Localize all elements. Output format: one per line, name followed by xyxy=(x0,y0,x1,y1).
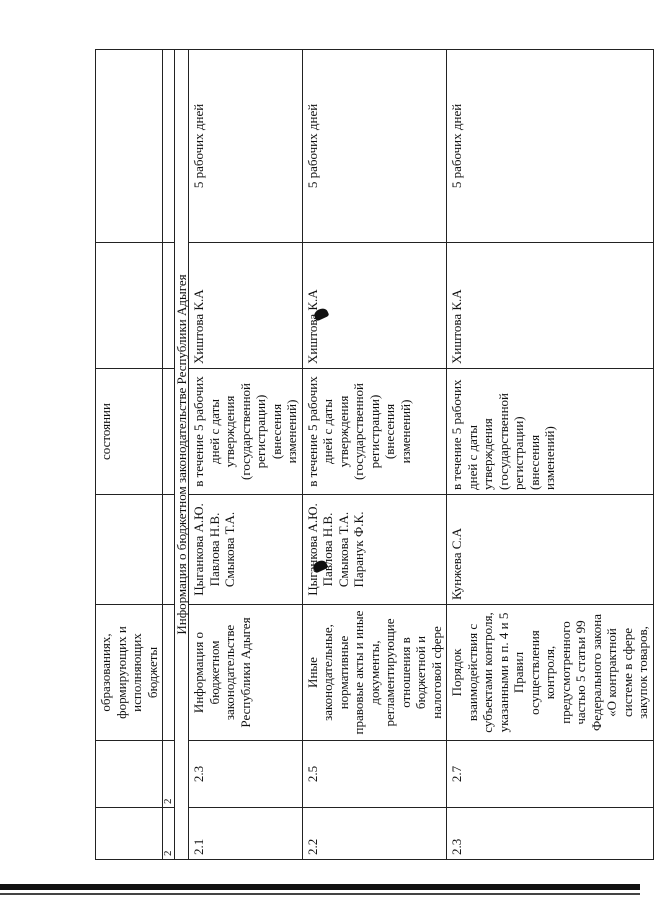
document-table xyxy=(95,49,654,860)
table-row xyxy=(189,50,303,860)
row-number: 2.3 xyxy=(447,808,654,860)
row-name: Иные законодательные, нормативные правовые акты и иные документы, регламентирующие отношения в бюджетной и налоговой сфере xyxy=(302,605,447,741)
column-number: 2 xyxy=(163,808,175,860)
section-title: Информация о бюджетном законодательстве Республики Адыгея xyxy=(175,50,189,860)
section-row xyxy=(175,50,189,860)
table-row xyxy=(302,50,447,860)
row-name: Порядок взаимодействия с субъектами контроля, указанными в п. 4 и 5 Правил осуществления контроля, предусмотренного частью 5 статьи 99 Федерального закона «О контрактной системе в сфере закупок товаров, xyxy=(447,605,654,741)
header-cell-period xyxy=(96,50,163,243)
table-row xyxy=(447,50,654,860)
header-cell-code xyxy=(96,741,163,808)
row-publisher: Хиштова К.А xyxy=(189,243,303,369)
row-responsible: Цыганкова А.Ю. Павлова Н.В. Смыкова Т.А. Паранук Ф.К. xyxy=(302,495,447,605)
row-code: 2.7 xyxy=(447,741,654,808)
header-cell-responsible xyxy=(96,495,163,605)
row-number: 2.2 xyxy=(302,808,447,860)
row-name: Информация о бюджетном законодательстве Республики Адыгея xyxy=(189,605,303,741)
header-cell-num xyxy=(96,808,163,860)
row-publisher: Хиштова К.А xyxy=(447,243,654,369)
header-cell-term: состоянии xyxy=(96,369,163,495)
column-number: 2 xyxy=(163,741,175,808)
column-number-row xyxy=(163,50,175,860)
row-responsible: Кунжева С.А xyxy=(447,495,654,605)
row-term: в течение 5 рабочих дней с даты утверждения (государственной регистрации) (внесения изменений) xyxy=(189,369,303,495)
header-cell-publisher xyxy=(96,243,163,369)
row-responsible: Цыганкова А.Ю. Павлова Н.В. Смыкова Т.А. xyxy=(189,495,303,605)
scan-edge-bar xyxy=(0,884,640,890)
header-cell-name: образованиях, формирующих и исполняющих бюджеты xyxy=(96,605,163,741)
rotated-table-container xyxy=(95,50,650,860)
row-code: 2.3 xyxy=(189,741,303,808)
row-code: 2.5 xyxy=(302,741,447,808)
row-term: в течение 5 рабочих дней с даты утверждения (государственной регистрации) (внесения изменений) xyxy=(447,369,654,495)
scan-edge-line xyxy=(0,893,640,895)
row-period: 5 рабочих дней xyxy=(302,50,447,243)
header-row xyxy=(96,50,163,860)
row-period: 5 рабочих дней xyxy=(189,50,303,243)
row-term: в течение 5 рабочих дней с даты утверждения (государственной регистрации) (внесения изменений) xyxy=(302,369,447,495)
row-period: 5 рабочих дней xyxy=(447,50,654,243)
row-publisher: Хиштова К.А xyxy=(302,243,447,369)
row-number: 2.1 xyxy=(189,808,303,860)
